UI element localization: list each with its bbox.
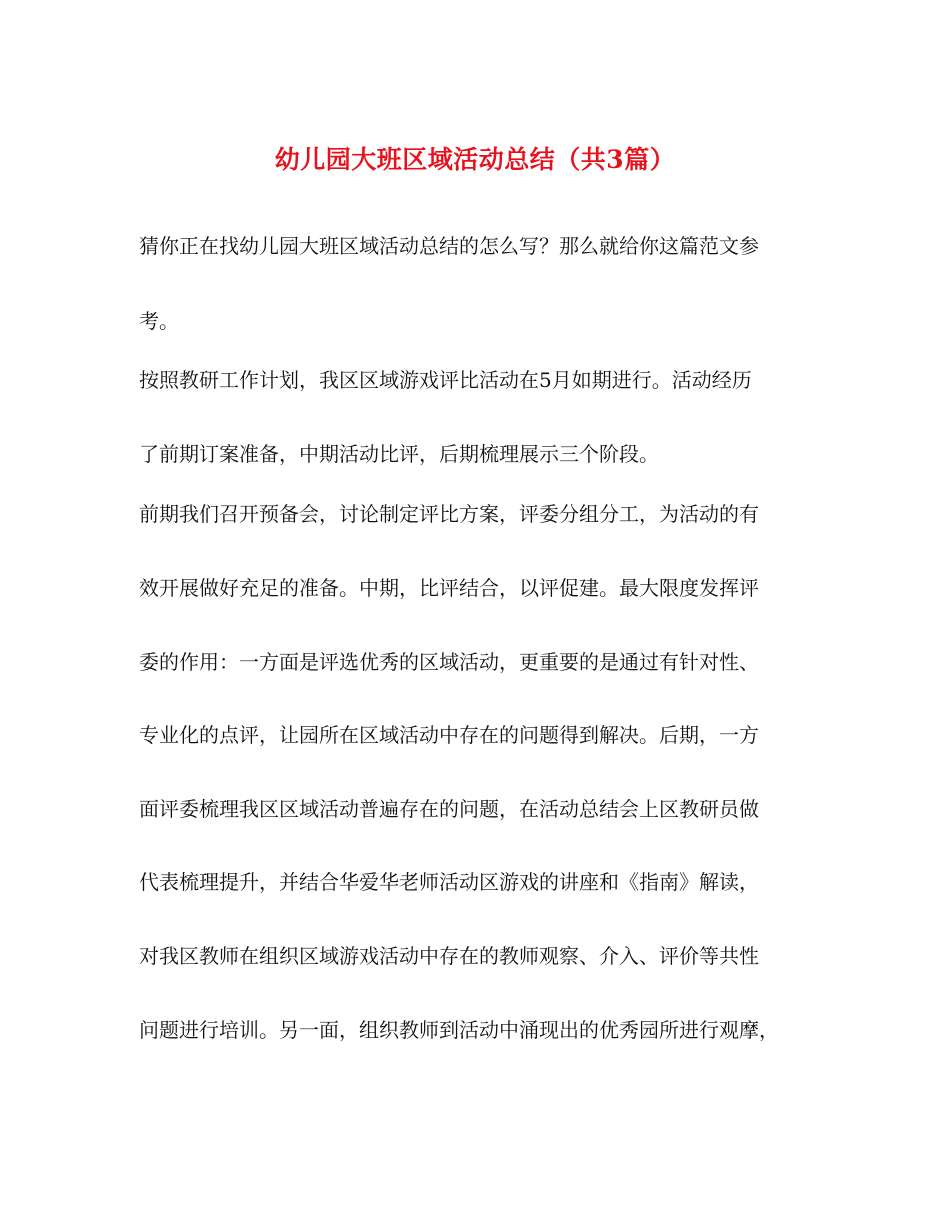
body-line: 委的作用：一方面是评选优秀的区域活动，更重要的是通过有针对性、 — [139, 650, 759, 674]
body-line: 按照教研工作计划，我区区域游戏评比活动在5月如期进行。活动经历 — [139, 368, 752, 392]
body-line: 了前期订案准备，中期活动比评，后期梳理展示三个阶段。 — [139, 442, 659, 466]
body-line: 专业化的点评，让园所在区域活动中存在的问题得到解决。后期，一方 — [139, 723, 759, 747]
body-line: 效开展做好充足的准备。中期，比评结合，以评促建。最大限度发挥评 — [139, 576, 759, 600]
document-title: 幼儿园大班区域活动总结（共3篇） — [274, 145, 676, 174]
body-line: 考。 — [139, 309, 179, 333]
body-line: 前期我们召开预备会，讨论制定评比方案，评委分组分工，为活动的有 — [139, 502, 759, 526]
body-line: 面评委梳理我区区域活动普遍存在的问题，在活动总结会上区教研员做 — [139, 797, 759, 821]
body-line: 对我区教师在组织区域游戏活动中存在的教师观察、介入、评价等共性 — [139, 944, 759, 968]
body-line: 代表梳理提升，并结合华爱华老师活动区游戏的讲座和《指南》解读， — [139, 870, 759, 894]
body-line: 猜你正在找幼儿园大班区域活动总结的怎么写？那么就给你这篇范文参 — [139, 234, 759, 258]
body-line: 问题进行培训。另一面，组织教师到活动中涌现出的优秀园所进行观摩， — [139, 1018, 779, 1042]
